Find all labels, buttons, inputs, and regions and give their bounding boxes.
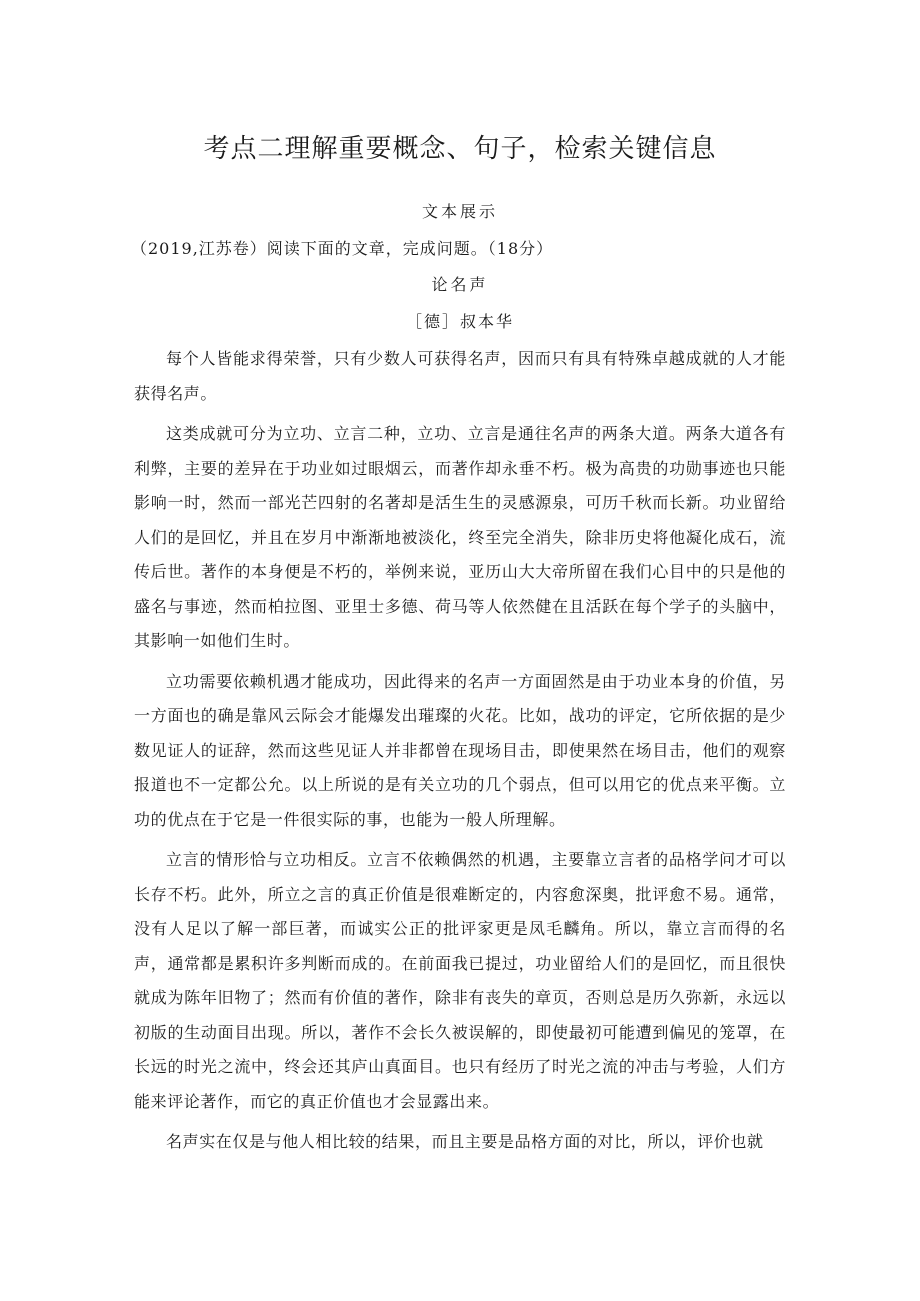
- paragraph-1: 每个人皆能求得荣誉，只有少数人可获得名声，因而只有具有特殊卓越成就的人才能获得名声。: [134, 349, 786, 403]
- article-author: ［德］叔本华: [405, 312, 514, 331]
- paragraph-3: 立功需要依赖机遇才能成功，因此得来的名声一方面固然是由于功业本身的价值，另一方面也的确是靠风云际会才能爆发出璀璨的火花。比如，战功的评定，它所依据的是少数见证人的证辞，然而这些见证人并非都曾在现场目击，即使果然在场目击，他们的观察报道也不一定都公允。以上所说的是有关立功的几个弱点，但可以用它的优点来平衡。立功的优点在于它是一件很实际的事，也能为一般人所理解。: [134, 671, 786, 829]
- article-title: 论名声: [431, 275, 489, 294]
- paragraph-2: 这类成就可分为立功、立言二种，立功、立言是通往名声的两条大道。两条大道各有利弊，主要的差异在于功业如过眼烟云，而著作却永垂不朽。极为高贵的功勋事迹也只能影响一时，然而一部光芒四射的名著却是活生生的灵感源泉，可历千秋而长新。功业留给人们的是回忆，并且在岁月中渐渐地被淡化，终至完全消失，除非历史将他凝化成石，流传后世。著作的本身便是不朽的，举例来说，亚历山大大帝所留在我们心目中的只是他的盛名与事迹，然而柏拉图、亚里士多德、荷马等人依然健在且活跃在每个学子的头脑中，其影响一如他们生时。: [134, 424, 786, 650]
- page-title: 考点二理解重要概念、句子，检索关键信息: [203, 134, 717, 164]
- paragraph-5: 名声实在仅是与他人相比较的结果，而且主要是品格方面的对比，所以，评价也就: [166, 1132, 764, 1151]
- source-line: （2019,江苏卷）阅读下面的文章，完成问题。（18分）: [131, 239, 554, 258]
- paragraph-4: 立言的情形恰与立功相反。立言不依赖偶然的机遇，主要靠立言者的品格学问才可以长存不朽。此外，所立之言的真正价值是很难断定的，内容愈深奥，批评愈不易。通常，没有人足以了解一部巨著，而诚实公正的批评家更是凤毛麟角。所以，靠立言而得的名声，通常都是累积许多判断而成的。在前面我已提过，功业留给人们的是回忆，而且很快就成为陈年旧物了；然而有价值的著作，除非有丧失的章页，否则总是历久弥新，永远以初版的生动面目出现。所以，著作不会长久被误解的，即使最初可能遭到偏见的笼罩，在长远的时光之流中，终会还其庐山真面目。也只有经历了时光之流的冲击与考验，人们方能来评论著作，而它的真正价值也才会显露出来。: [134, 850, 786, 1111]
- article-body: [134, 342, 786, 1166]
- section-label: 文本展示: [421, 202, 498, 221]
